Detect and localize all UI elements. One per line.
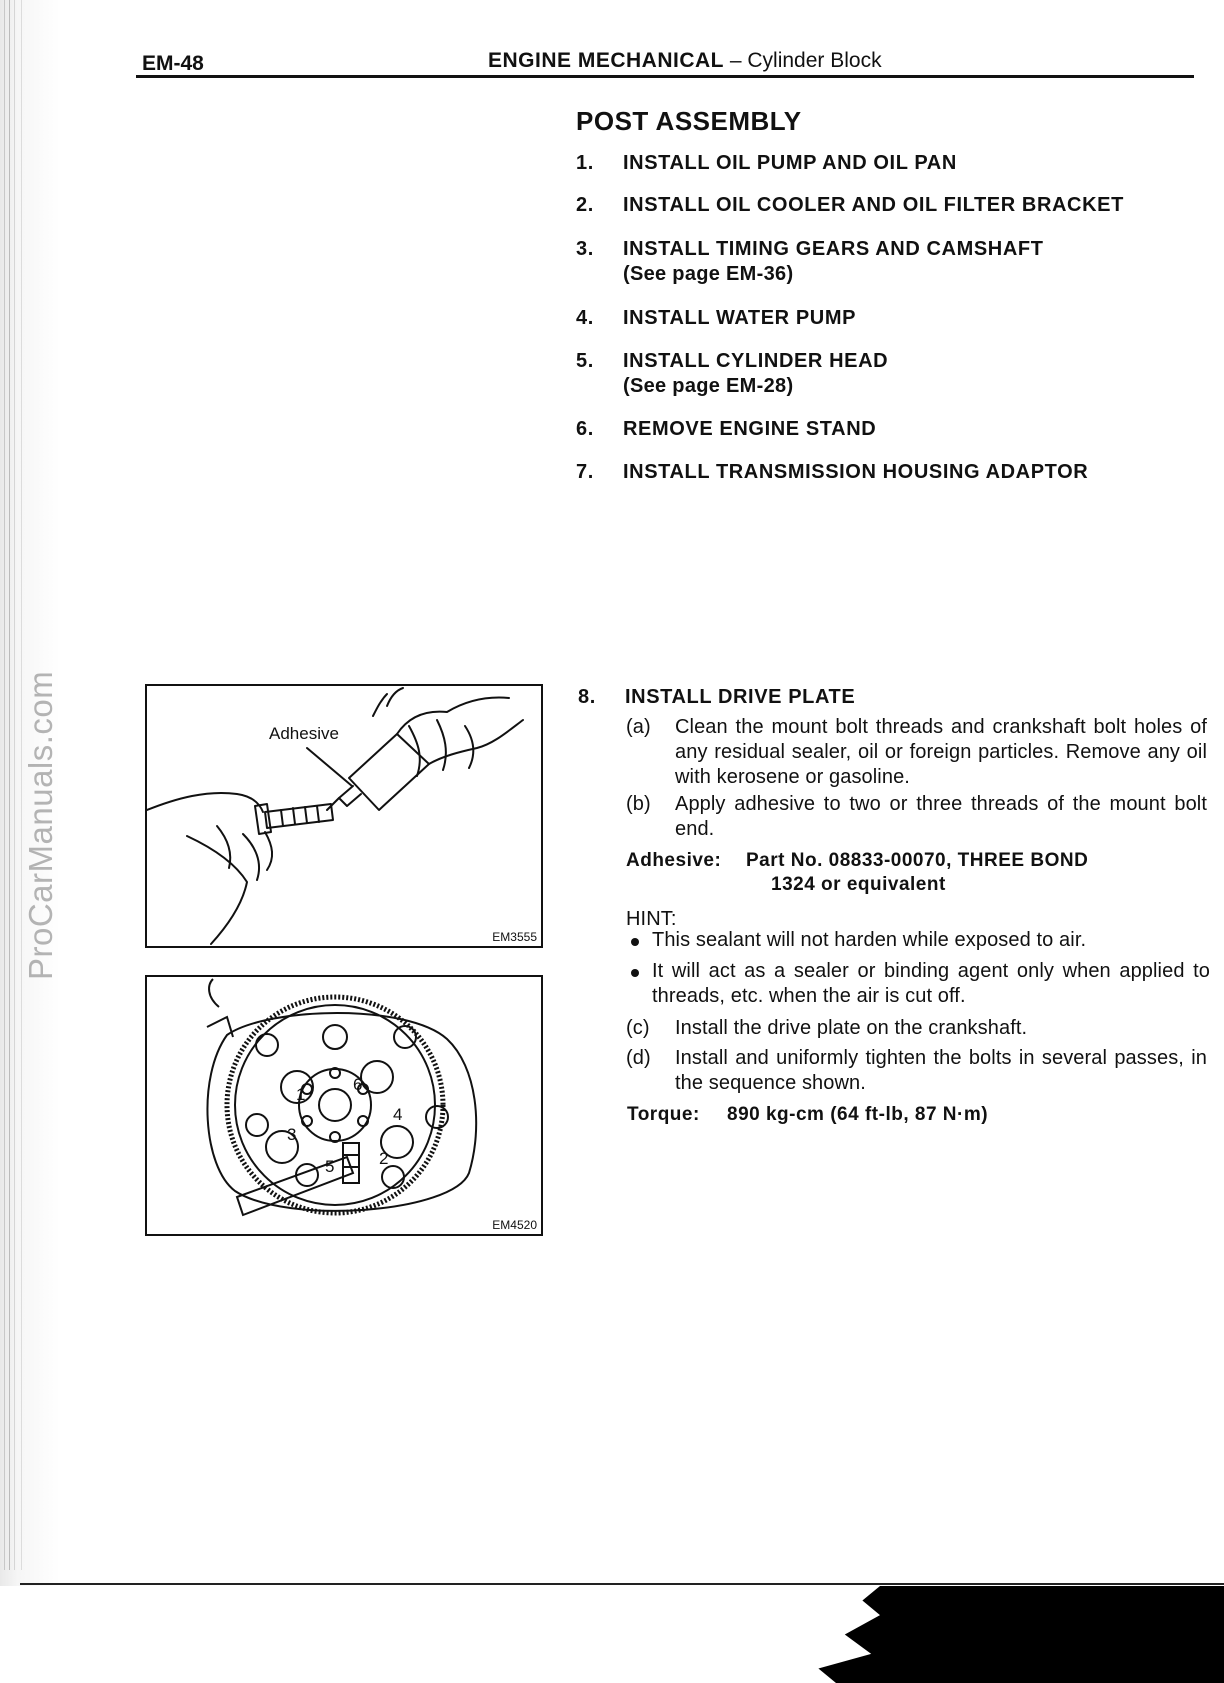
bullet-icon — [631, 969, 639, 977]
sequence-number: 4 — [393, 1105, 403, 1124]
adhesive-label: Adhesive: — [626, 850, 722, 871]
adhesive-illustration — [147, 686, 541, 946]
step-number: 4. — [576, 307, 594, 329]
substep-label: (a) — [626, 716, 651, 738]
hint-item — [626, 928, 1210, 956]
step-text: INSTALL DRIVE PLATE — [625, 686, 856, 708]
header-section: ENGINE MECHANICAL — [488, 49, 725, 72]
hint-text: This sealant will not harden while exposed to air. — [652, 929, 1087, 951]
sequence-number: 1 — [296, 1085, 306, 1104]
step-title: INSTALL TIMING GEARS AND CAMSHAFT — [623, 238, 1044, 260]
header-rule — [136, 75, 1194, 78]
figure-id: EM4520 — [492, 1218, 537, 1232]
step-number: 2. — [576, 194, 594, 216]
step-number: 5. — [576, 350, 594, 372]
section-title: POST ASSEMBLY — [576, 106, 802, 136]
page-number: EM-48 — [142, 52, 204, 75]
page-header-title — [488, 49, 882, 73]
step-reference: (See page EM-36) — [623, 263, 794, 285]
step-number: 6. — [576, 418, 594, 440]
adhesive-part: Part No. 08833-00070, THREE BOND — [746, 850, 1089, 871]
step-number: 8. — [578, 686, 596, 708]
hint-label: HINT: — [626, 908, 677, 930]
bullet-icon — [631, 938, 639, 946]
substep-text: Apply adhesive to two or three threads of the mount bolt end. — [675, 793, 1207, 840]
substep-text: Install and uniformly tighten the bolts in several passes, in the sequence shown. — [675, 1047, 1207, 1094]
step-number: 3. — [576, 238, 594, 260]
step-text — [623, 350, 888, 398]
figure-drive-plate — [145, 975, 543, 1236]
substep-b — [626, 792, 1210, 844]
substep-text: Clean the mount bolt threads and crankshaft bolt holes of any residual sealer, oil or foreign particles. Remove any oil with kerosene or gasoline. — [675, 716, 1207, 788]
step-text — [623, 238, 1044, 286]
substep-c — [626, 1016, 1210, 1044]
sequence-number: 3 — [287, 1125, 297, 1144]
drive-plate-illustration — [147, 977, 541, 1234]
step-text: INSTALL TRANSMISSION HOUSING ADAPTOR — [623, 461, 1089, 483]
substep-a — [626, 715, 1210, 795]
step-text: REMOVE ENGINE STAND — [623, 418, 877, 440]
scan-bottom-edge — [20, 1583, 1224, 1585]
scan-page-area — [0, 1586, 880, 1683]
watermark: ProCarManuals.com — [22, 670, 59, 980]
figure-adhesive — [145, 684, 543, 948]
sequence-number: 6 — [353, 1075, 363, 1094]
step-reference: (See page EM-28) — [623, 375, 794, 397]
adhesive-equivalent: 1324 or equivalent — [771, 874, 946, 895]
step-text: INSTALL OIL COOLER AND OIL FILTER BRACKET — [623, 194, 1124, 216]
substep-label: (d) — [626, 1047, 651, 1069]
substep-label: (c) — [626, 1017, 650, 1039]
substep-d — [626, 1046, 1210, 1098]
sequence-number: 5 — [325, 1157, 335, 1176]
step-text: INSTALL OIL PUMP AND OIL PAN — [623, 152, 957, 174]
hint-item — [626, 959, 1210, 1011]
step-title: INSTALL CYLINDER HEAD — [623, 350, 889, 372]
header-subsection: – Cylinder Block — [724, 49, 882, 72]
torque-value: 890 kg-cm (64 ft-lb, 87 N·m) — [727, 1104, 989, 1125]
substep-text: Install the drive plate on the crankshaft. — [675, 1017, 1028, 1039]
hint-text: It will act as a sealer or binding agent only when applied to threads, etc. when the air is cut off. — [652, 960, 1210, 1007]
figure-callout: Adhesive — [269, 724, 339, 743]
figure-id: EM3555 — [492, 930, 537, 944]
step-number: 7. — [576, 461, 594, 483]
step-number: 1. — [576, 152, 594, 174]
step-text: INSTALL WATER PUMP — [623, 307, 857, 329]
sequence-number: 2 — [379, 1149, 389, 1168]
substep-label: (b) — [626, 793, 651, 815]
torque-label: Torque: — [627, 1104, 700, 1125]
